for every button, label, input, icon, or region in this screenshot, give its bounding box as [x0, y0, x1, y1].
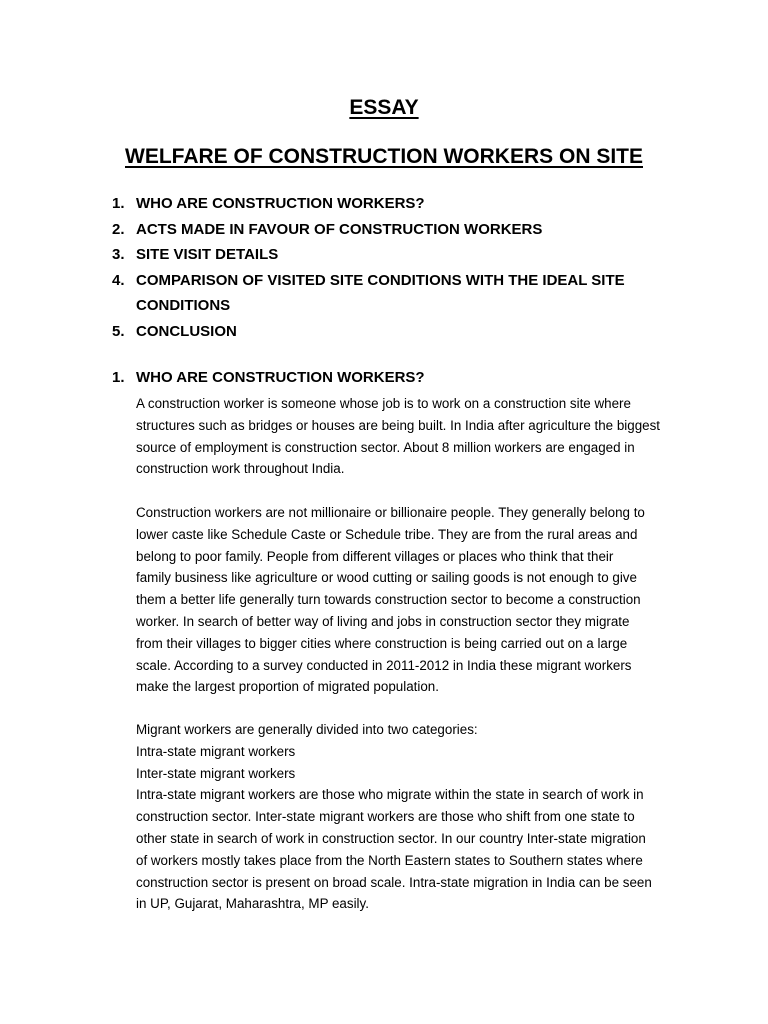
- paragraph: [136, 719, 684, 915]
- paragraph: [136, 502, 684, 698]
- text-line: scale. According to a survey conducted in 2011-2012 in India these migrant workers: [136, 657, 632, 673]
- section-title: WHO ARE CONSTRUCTION WORKERS?: [136, 369, 425, 386]
- toc-item: [112, 268, 712, 319]
- paragraph: [136, 393, 684, 480]
- text-line: worker. In search of better way of living and jobs in construction sector they migrate: [136, 613, 630, 629]
- toc-item: [112, 217, 712, 243]
- text-line: Intra-state migrant workers are those who migrate within the state in search of work in: [136, 787, 644, 803]
- toc-item-number: 4.: [112, 271, 125, 289]
- text-line: make the largest proportion of migrated population.: [136, 679, 439, 695]
- toc-item-number: 3.: [112, 246, 125, 263]
- table-of-contents: [112, 191, 712, 344]
- text-line: of workers mostly takes place from the North Eastern states to Southern states where: [136, 852, 643, 868]
- section-number: 1.: [112, 369, 125, 386]
- text-line: in UP, Gujarat, Maharashtra, MP easily.: [136, 896, 369, 912]
- text-line: construction sector. Inter-state migrant workers are those who shift from one state to: [136, 809, 635, 825]
- text-line: lower caste like Schedule Caste or Schedule tribe. They are from the rural areas and: [136, 526, 638, 542]
- text-line: belong to poor family. People from different villages or places who think that their: [136, 548, 614, 564]
- section-heading: [112, 369, 712, 386]
- document-title: WELFARE OF CONSTRUCTION WORKERS ON SITE: [125, 145, 643, 168]
- text-line: construction work throughout India.: [136, 461, 345, 477]
- text-line: Migrant workers are generally divided into two categories:: [136, 722, 478, 737]
- toc-item: [112, 319, 712, 345]
- toc-item-text: CONCLUSION: [136, 322, 237, 340]
- text-line: Construction workers are not millionaire or billionaire people. They generally belong to: [136, 505, 645, 520]
- text-line: Intra-state migrant workers: [136, 743, 296, 759]
- toc-item-text: ACTS MADE IN FAVOUR OF CONSTRUCTION WORKERS: [136, 220, 543, 238]
- toc-item-number: 5.: [112, 322, 125, 340]
- toc-item-number: 1.: [112, 195, 125, 212]
- essay-label: ESSAY: [349, 96, 419, 119]
- text-line: source of employment is construction sector. About 8 million workers are engaged in: [136, 439, 635, 455]
- text-line: A construction worker is someone whose job is to work on a construction site where: [136, 396, 631, 411]
- text-line: from their villages to bigger cities where construction is being carried out on a large: [136, 635, 628, 651]
- toc-item-number: 2.: [112, 220, 125, 238]
- toc-item-text: SITE VISIT DETAILS: [136, 246, 279, 263]
- text-line: construction sector is present on broad scale. Intra-state migration in India can be seen: [136, 874, 652, 890]
- text-line: family business like agriculture or wood cutting or sailing goods is not enough to give: [136, 570, 637, 586]
- text-line: them a better life generally turn towards construction sector to become a construction: [136, 592, 641, 608]
- toc-item-text: COMPARISON OF VISITED SITE CONDITIONS WITH THE IDEAL SITE CONDITIONS: [136, 271, 625, 314]
- toc-item: [112, 242, 712, 268]
- text-line: Inter-state migrant workers: [136, 765, 296, 781]
- text-line: other state in search of work in construction sector. In our country Inter-state migration: [136, 830, 646, 846]
- text-line: structures such as bridges or houses are being built. In India after agriculture the biggest: [136, 417, 661, 433]
- toc-item: [112, 191, 712, 217]
- toc-item-text: WHO ARE CONSTRUCTION WORKERS?: [136, 195, 425, 212]
